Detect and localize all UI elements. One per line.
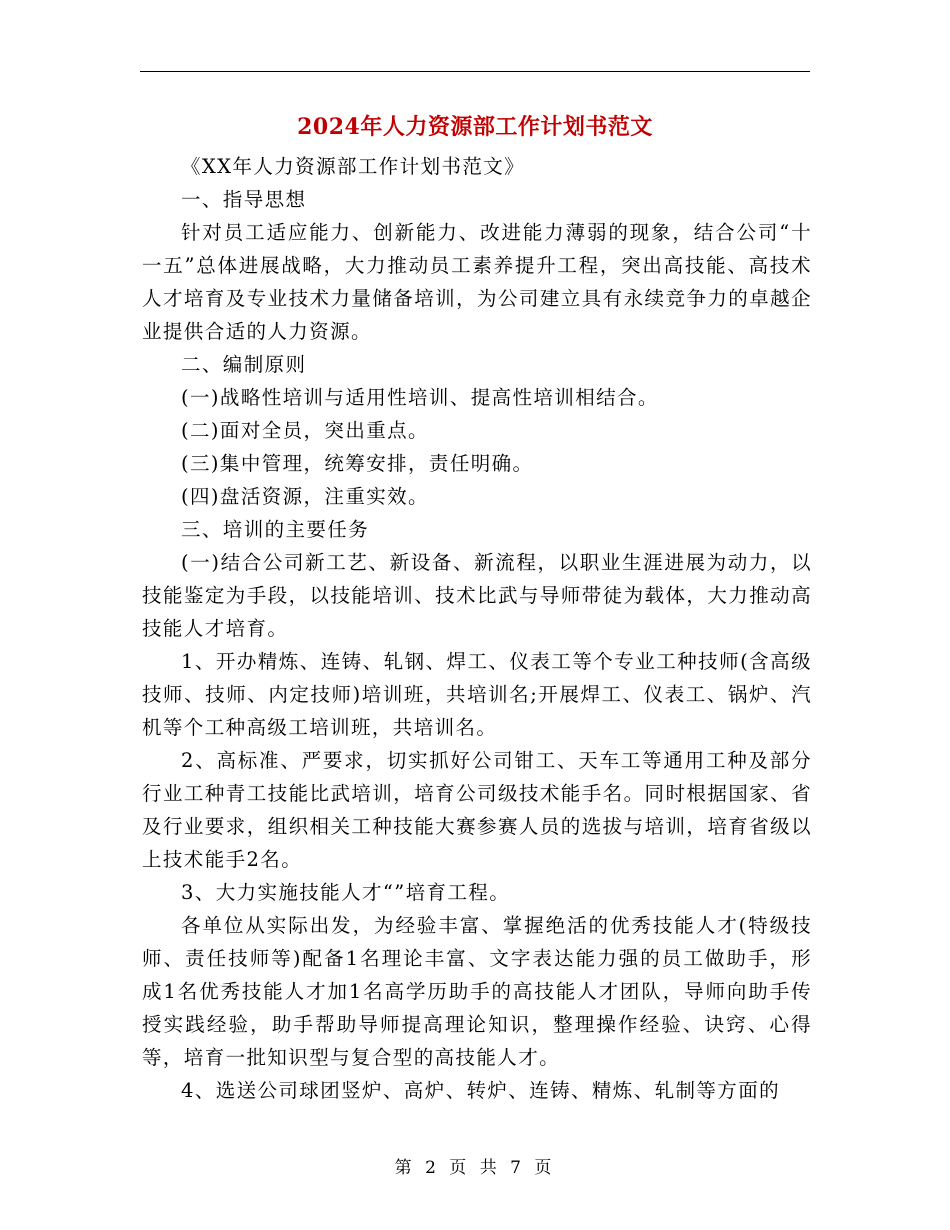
paragraph: 1、开办精炼、连铸、轧钢、焊工、仪表工等个专业工种技师(含高级技师、技师、内定技师)培训班，共培训名;开展焊工、仪表工、锅炉、汽机等个工种高级工培训班，共培训名。 <box>142 650 812 739</box>
heading-main-tasks: 三、培训的主要任务 <box>181 518 370 541</box>
paragraph: 各单位从实际出发，为经验丰富、掌握绝活的优秀技能人才(特级技师、责任技师等)配备1名理论丰富、文字表达能力强的员工做助手，形成1名优秀技能人才加1名高学历助手的高技能人才团队，导师向助手传授实践经验，助手帮助导师提高理论知识，整理操作经验、诀窍、心得等，培育一批知识型与复合型的高技能人才。 <box>142 914 812 1069</box>
paragraph: (一)结合公司新工艺、新设备、新流程，以职业生涯进展为动力，以技能鉴定为手段，以技能培训、技术比武与导师带徒为载体，大力推动高技能人才培育。 <box>142 551 812 640</box>
list-item: (三)集中管理，统筹安排，责任明确。 <box>181 452 534 475</box>
header-rule <box>140 71 810 72</box>
list-item: (一)战略性培训与适用性培训、提高性培训相结合。 <box>181 386 659 409</box>
document-title: 2024年人力资源部工作计划书范文 <box>297 114 653 140</box>
paragraph: 2、高标准、严要求，切实抓好公司钳工、天车工等通用工种及部分行业工种青工技能比武培训，培育公司级技术能手名。同时根据国家、省及行业要求，组织相关工种技能大赛参赛人员的选拔与培训，培育省级以上技术能手2名。 <box>142 749 812 871</box>
heading-principles: 二、编制原则 <box>181 353 307 376</box>
list-item: (四)盘活资源，注重实效。 <box>181 485 429 508</box>
heading-guiding-ideology: 一、指导思想 <box>181 188 307 211</box>
paragraph: 4、选送公司球团竖炉、高炉、转炉、连铸、精炼、轧制等方面的 <box>181 1079 781 1102</box>
paragraph: 3、大力实施技能人才“”培育工程。 <box>181 881 511 904</box>
paragraph: 针对员工适应能力、创新能力、改进能力薄弱的现象，结合公司“十一五”总体进展战略，大力推动员工素养提升工程，突出高技能、高技术人才培育及专业技术力量储备培训，为公司建立具有永续竞争力的卓越企业提供合适的人力资源。 <box>142 221 812 343</box>
page-number: 第 2 页 共 7 页 <box>394 1158 556 1178</box>
document-body <box>142 150 812 1107</box>
paragraph-subtitle: 《XX年人力资源部工作计划书范文》 <box>181 155 526 178</box>
list-item: (二)面对全员，突出重点。 <box>181 419 429 442</box>
